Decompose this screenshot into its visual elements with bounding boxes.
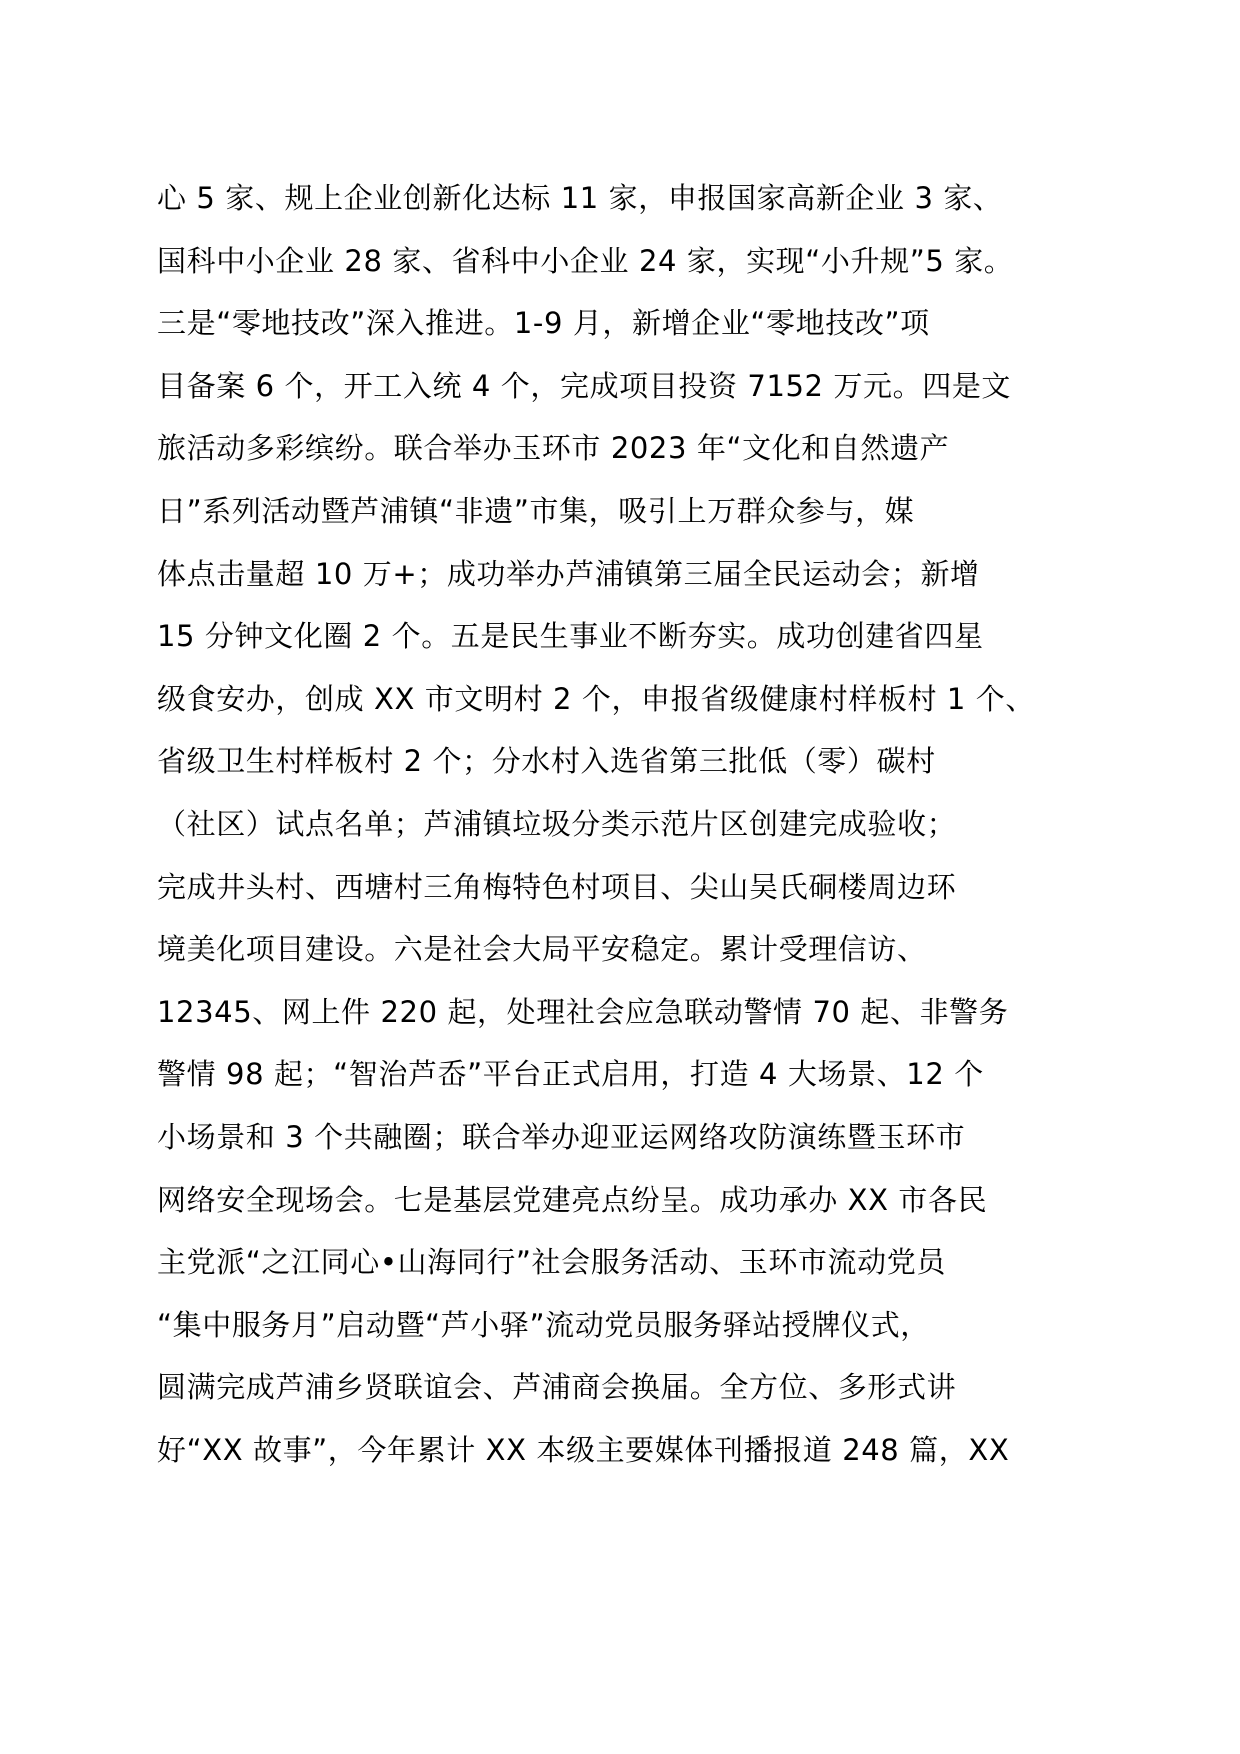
text-line-2: 国科中小企业 28 家、省科中小企业 24 家，实现“小升规”5 家。 [157, 243, 1014, 278]
text-line-5: 旅活动多彩缤纷。联合举办玉环市 2023 年“文化和自然遗产 [157, 431, 950, 466]
text-line-9: 级食安办，创成 XX 市文明村 2 个，申报省级健康村样板村 1 个、 [157, 681, 1035, 716]
text-line-12: 完成井头村、西塘村三角梅特色村项目、尖山吴氏硐楼周边环 [157, 869, 957, 904]
text-line-20: 圆满完成芦浦乡贤联谊会、芦浦商会换届。全方位、多形式讲 [157, 1370, 957, 1405]
body-paragraph [157, 167, 1087, 1481]
text-line-14: 12345、网上件 220 起，处理社会应急联动警情 70 起、非警务 [157, 994, 1009, 1029]
text-line-17: 网络安全现场会。七是基层党建亮点纷呈。成功承办 XX 市各民 [157, 1182, 988, 1217]
text-line-8: 15 分钟文化圈 2 个。五是民生事业不断夯实。成功创建省四星 [157, 619, 984, 654]
text-line-19: “集中服务月”启动暨“芦小驿”流动党员服务驿站授牌仪式， [157, 1307, 930, 1342]
text-line-16: 小场景和 3 个共融圈；联合举办迎亚运网络攻防演练暨玉环市 [157, 1119, 966, 1154]
text-line-21: 好“XX 故事”，今年累计 XX 本级主要媒体刊播报道 248 篇，XX [157, 1432, 1010, 1467]
text-line-18: 主党派“之江同心•山海同行”社会服务活动、玉环市流动党员 [157, 1245, 946, 1280]
text-line-11: （社区）试点名单；芦浦镇垃圾分类示范片区创建完成验收； [157, 806, 957, 841]
text-line-4: 目备案 6 个，开工入统 4 个，完成项目投资 7152 万元。四是文 [157, 368, 1012, 403]
text-line-7: 体点击量超 10 万+；成功举办芦浦镇第三届全民运动会；新增 [157, 556, 980, 591]
text-line-13: 境美化项目建设。六是社会大局平安稳定。累计受理信访、 [157, 932, 927, 967]
text-line-10: 省级卫生村样板村 2 个；分水村入选省第三批低（零）碳村 [157, 744, 936, 779]
text-line-6: 日”系列活动暨芦浦镇“非遗”市集，吸引上万群众参与，媒 [157, 493, 915, 528]
text-line-1: 心 5 家、规上企业创新化达标 11 家，申报国家高新企业 3 家、 [157, 181, 1003, 215]
text-line-3: 三是“零地技改”深入推进。1-9 月，新增企业“零地技改”项 [157, 306, 930, 341]
text-line-15: 警情 98 起；“智治芦岙”平台正式启用，打造 4 大场景、12 个 [157, 1057, 984, 1092]
